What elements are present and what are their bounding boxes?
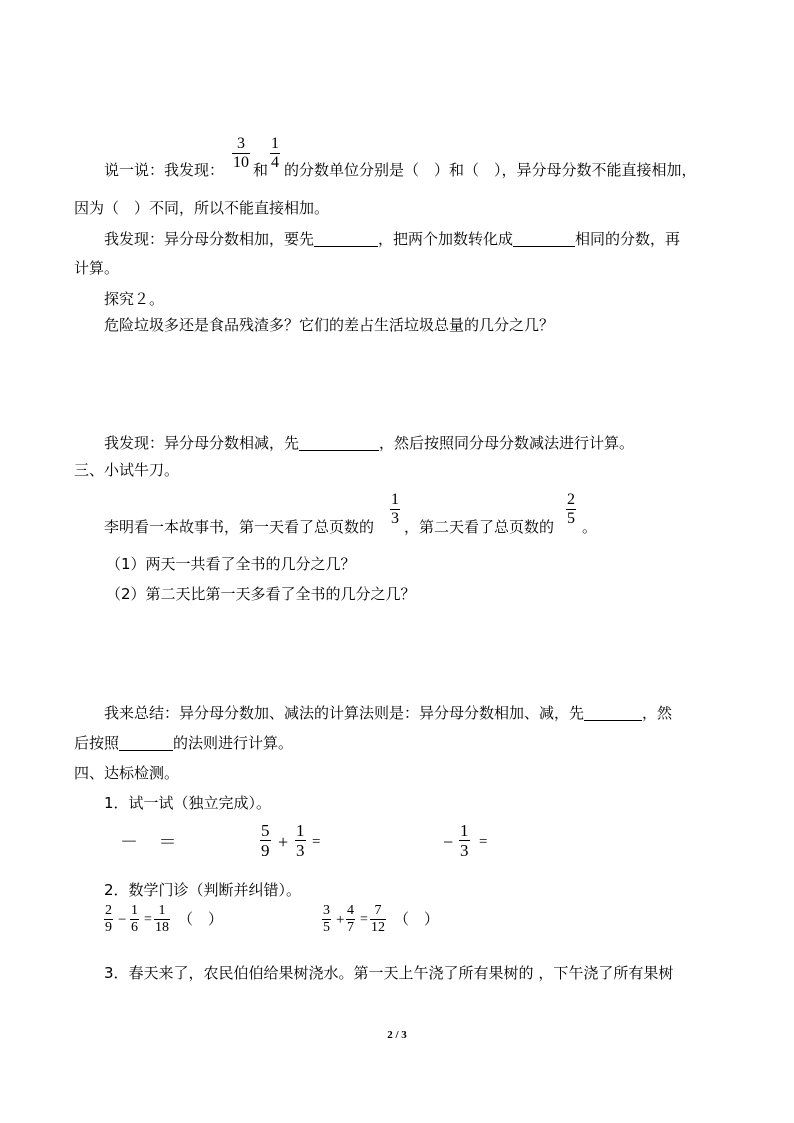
equals-sign: = bbox=[312, 834, 321, 850]
page-number: 2 / 3 bbox=[387, 1029, 407, 1041]
summary-text-a: 我来总结：异分母分数加、减法的计算法则是：异分母分数相加、减，先 bbox=[104, 704, 585, 722]
answer-blank[interactable] bbox=[584, 705, 642, 721]
fraction-4-7 bbox=[346, 904, 355, 935]
plus-sign: + bbox=[336, 912, 345, 928]
summary-text-b: ，然 bbox=[642, 704, 673, 722]
say-prefix: 说一说：我发现： bbox=[104, 161, 225, 179]
fraction-numerator: 4 bbox=[347, 903, 354, 918]
fraction-numerator: 2 bbox=[567, 491, 575, 508]
fraction-denominator: 9 bbox=[105, 920, 112, 935]
summary-text-d: 的法则进行计算。 bbox=[173, 734, 294, 752]
answer-blank[interactable] bbox=[119, 735, 173, 751]
fraction-numerator: 3 bbox=[237, 135, 245, 152]
fraction-numerator: 5 bbox=[261, 821, 270, 840]
problem-text-a: 李明看一本故事书，第一天看了总页数的 bbox=[104, 518, 375, 536]
fraction-1-3 bbox=[295, 822, 306, 859]
question-2: （2）第二天比第一天多看了全书的几分之几？ bbox=[106, 585, 416, 603]
fraction-numerator: 3 bbox=[323, 903, 330, 918]
explore-2-heading: 探究２。 bbox=[104, 290, 165, 308]
fraction-denominator: 4 bbox=[271, 154, 279, 171]
summary-line-2 bbox=[74, 733, 293, 753]
fraction-denominator: 7 bbox=[347, 920, 354, 935]
fraction-1-6 bbox=[130, 904, 139, 935]
because-line: 因为（ ）不同，所以不能直接相加。 bbox=[74, 199, 330, 217]
fraction-2-9 bbox=[104, 904, 113, 935]
fraction-5-9 bbox=[260, 822, 271, 859]
judgment-paren[interactable]: （ ） bbox=[178, 910, 224, 928]
fraction-numerator: 1 bbox=[271, 135, 279, 152]
fraction-numerator: 1 bbox=[460, 821, 469, 840]
find-add-text-a: 我发现：异分母分数相加，要先 bbox=[104, 230, 315, 248]
minus-sign: − bbox=[443, 832, 454, 852]
find-subtract-text-a: 我发现：异分母分数相减，先 bbox=[104, 434, 300, 452]
answer-blank[interactable] bbox=[299, 435, 379, 451]
fraction-numerator: 1 bbox=[296, 821, 305, 840]
fraction-denominator: 12 bbox=[371, 920, 385, 935]
fraction-denominator: 6 bbox=[131, 920, 138, 935]
answer-blank[interactable] bbox=[513, 231, 575, 247]
garbage-question: 危险垃圾多还是食品残渣多？它们的差占生活垃圾总量的几分之几？ bbox=[104, 316, 555, 334]
problem-text-c: 。 bbox=[582, 518, 598, 536]
equals-sign: = bbox=[144, 912, 152, 927]
item-2-clinic: 2．数学门诊（判断并纠错）。 bbox=[104, 881, 302, 899]
fraction-denominator: 3 bbox=[296, 841, 305, 860]
problem-text-b: ，第二天看了总页数的 bbox=[404, 518, 555, 536]
fraction-denominator: 3 bbox=[391, 510, 399, 527]
fraction-1-4 bbox=[270, 136, 280, 171]
fraction-2-5 bbox=[566, 492, 576, 527]
answer-blank[interactable] bbox=[314, 231, 378, 247]
say-and: 和 bbox=[253, 161, 269, 179]
fraction-3-10 bbox=[232, 136, 250, 171]
summary-line bbox=[104, 703, 672, 723]
fraction-numerator: 1 bbox=[158, 903, 166, 918]
fraction-numerator: 1 bbox=[131, 903, 138, 918]
fraction-denominator: 10 bbox=[233, 154, 249, 171]
fraction-1-18 bbox=[154, 904, 170, 935]
find-subtract-line bbox=[104, 433, 634, 453]
equals-sign: = bbox=[360, 912, 368, 927]
fraction-denominator: 18 bbox=[155, 920, 169, 935]
find-add-text-b: ，把两个加数转化成 bbox=[378, 230, 514, 248]
judgment-paren[interactable]: （ ） bbox=[394, 910, 440, 928]
fraction-denominator: 5 bbox=[567, 510, 575, 527]
fraction-1-3 bbox=[390, 492, 400, 527]
find-add-line-2: 计算。 bbox=[74, 259, 120, 277]
fraction-numerator: 2 bbox=[105, 903, 112, 918]
minus-sign: − bbox=[118, 912, 127, 928]
summary-text-c: 后按照 bbox=[74, 734, 120, 752]
item-3-watering: 3．春天来了，农民伯伯给果树浇水。第一天上午浇了所有果树的 ，下午浇了所有果树 bbox=[104, 964, 674, 982]
fraction-numerator: 1 bbox=[391, 491, 399, 508]
equals-sign: = bbox=[479, 834, 488, 850]
find-add-text-c: 相同的分数，再 bbox=[575, 230, 681, 248]
item-1-try: 1．试一试（独立完成）。 bbox=[104, 794, 272, 812]
fraction-numerator: 7 bbox=[374, 903, 382, 918]
fraction-3-5 bbox=[322, 904, 331, 935]
fraction-denominator: 9 bbox=[261, 841, 270, 860]
find-subtract-text-b: ，然后按照同分母分数减法进行计算。 bbox=[379, 434, 635, 452]
fraction-denominator: 3 bbox=[460, 841, 469, 860]
fraction-7-12 bbox=[370, 904, 386, 935]
expression-1: － ＝ bbox=[120, 832, 185, 852]
find-add-line bbox=[104, 229, 680, 249]
section-3-heading: 三、小试牛刀。 bbox=[74, 461, 180, 479]
section-4-heading: 四、达标检测。 bbox=[74, 764, 180, 782]
fraction-1-3 bbox=[459, 822, 470, 859]
say-suffix: 的分数单位分别是（ ）和（ ），异分母分数不能直接相加， bbox=[284, 161, 697, 179]
question-1: （1）两天一共看了全书的几分之几？ bbox=[106, 555, 356, 573]
fraction-denominator: 5 bbox=[323, 920, 330, 935]
plus-sign: + bbox=[278, 832, 289, 852]
